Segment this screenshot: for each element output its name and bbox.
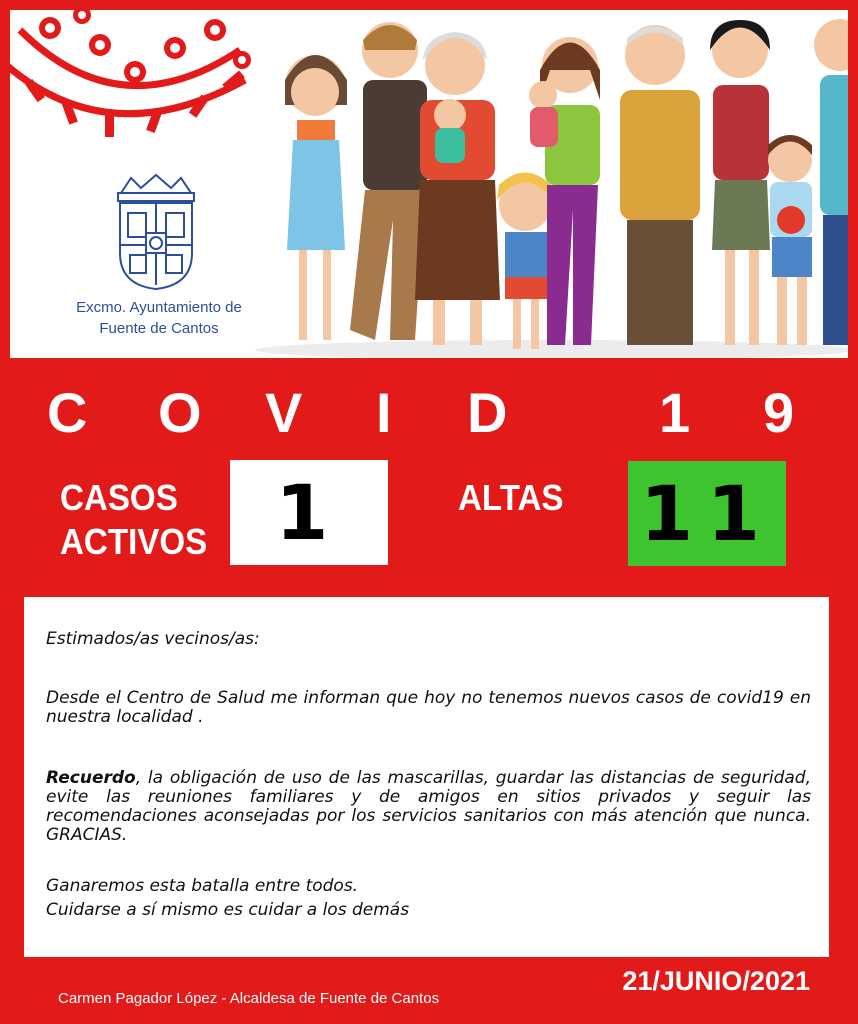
- header-banner: [10, 10, 848, 358]
- message-reminder: [46, 769, 811, 845]
- recovered-count: [628, 461, 786, 566]
- council-name-line2: Fuente de Cantos: [99, 320, 219, 337]
- date-label: 21/JUNIO/2021: [622, 966, 810, 996]
- title-letter: 9: [763, 381, 795, 444]
- message-paragraph: Desde el Centro de Salud me informan que hoy no tenemos nuevos casos de covid19 en nuestra localidad .: [46, 688, 811, 727]
- title-letter: 1: [659, 381, 691, 444]
- active-cases-label: [60, 476, 207, 564]
- virus-illustration: [10, 10, 270, 160]
- council-name-line1: Excmo. Ayuntamiento de: [76, 299, 242, 316]
- recovered-value: 11: [640, 469, 774, 558]
- title-letter: O: [158, 381, 202, 444]
- council-name: [44, 297, 274, 339]
- message-closing-1: Ganaremos esta batalla entre todos.: [46, 876, 359, 896]
- family-illustration: [255, 10, 848, 358]
- title-letter: V: [265, 381, 303, 444]
- active-cases-value: 1: [275, 468, 343, 557]
- signature: Carmen Pagador López - Alcaldesa de Fuente de Cantos: [58, 990, 440, 1007]
- message-greeting: Estimados/as vecinos/as:: [46, 629, 260, 649]
- active-cases-label-line2: ACTIVOS: [60, 521, 208, 562]
- recovered-label: ALTAS: [458, 477, 564, 518]
- message-closing-2: Cuidarse a sí mismo es cuidar a los demás: [46, 900, 410, 920]
- title-letter: D: [467, 381, 508, 444]
- active-cases-label-line1: CASOS: [60, 477, 178, 518]
- title-letter: C: [47, 381, 88, 444]
- covid-title: [0, 380, 858, 444]
- reminder-text: , la obligación de uso de las mascarillas, guardar las distancias de seguridad, evite las reuniones familiares y de amigos en sitios privados y seguir las recomendaciones aconsejadas por los servicios sanitarios con más atención que nunca. GRACIAS.: [46, 768, 811, 845]
- reminder-emphasis: Recuerdo: [46, 768, 136, 788]
- message-panel: [24, 597, 829, 957]
- active-cases-count: [230, 460, 388, 565]
- title-letter: I: [376, 381, 392, 444]
- council-crest-icon: [106, 173, 206, 293]
